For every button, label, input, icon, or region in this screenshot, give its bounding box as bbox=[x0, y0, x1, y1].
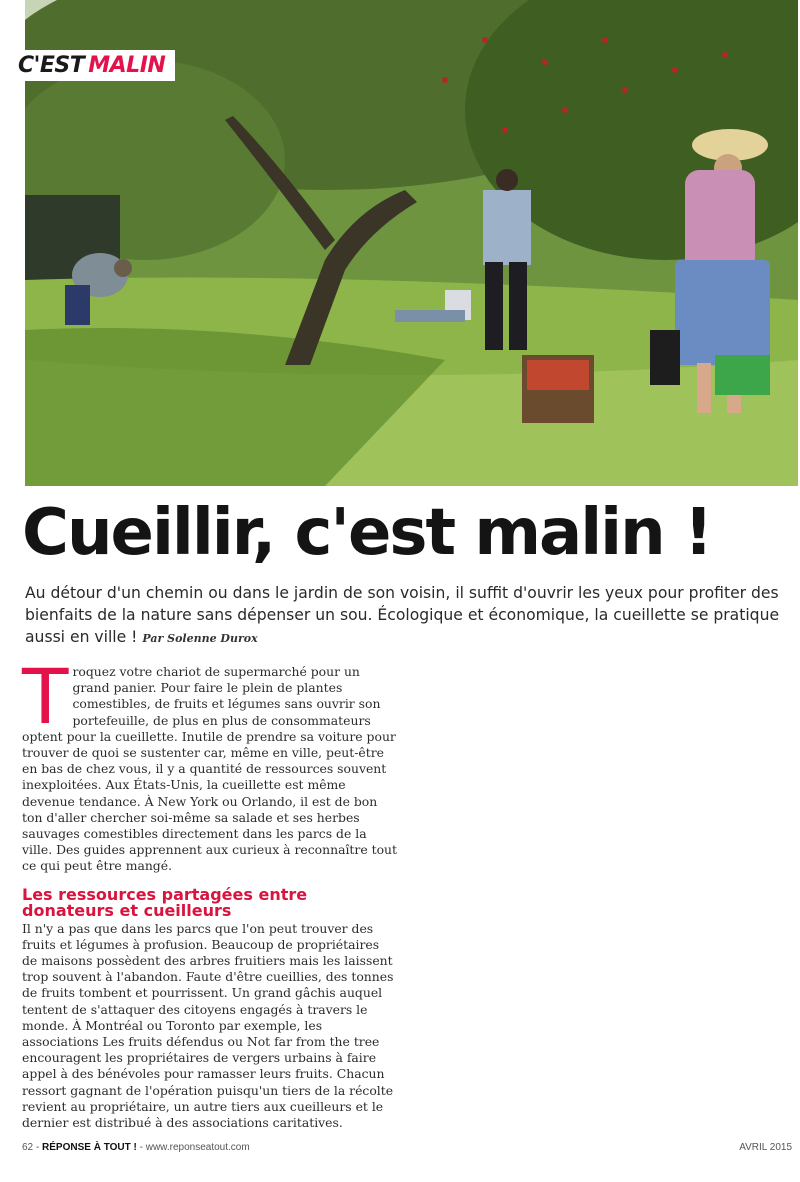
article-body-column bbox=[22, 652, 397, 1131]
lead-text: Au détour d'un chemin ou dans le jardin de son voisin, il suffit d'ouvrir les yeux pour profiter des bienfaits de la nature sans dépenser un sou. Écologique et économique, la cueillette se pratique aussi en ville ! bbox=[25, 584, 780, 646]
paragraph-1-text: roquez votre chariot de supermarché pour un grand panier. Pour faire le plein de plantes comestibles, de fruits et légumes sans ouvrir son portefeuille, de plus en plus de consommateurs optent pour la cueillette. Inutile de prendre sa voiture pour trouver de quoi se sustenter car, même en ville, peut-être en bas de chez vous, il y a quantité de ressources souvent inexploitées. Aux États-Unis, la cueillette est même devenue tendance. À New York ou Orlando, il est de bon ton d'aller chercher soi-même sa salade et ses herbes sauvages comestibles directement dans les parcs de la ville. Des guides apprennent aux curieux à reconnaître tout ce qui peut être mangé. bbox=[22, 664, 397, 874]
drop-cap: T bbox=[22, 652, 69, 741]
website-link[interactable]: www.reponseatout.com bbox=[145, 1142, 250, 1153]
section-rubric bbox=[12, 50, 175, 81]
magazine-name: RÉPONSE À TOUT ! bbox=[42, 1142, 137, 1153]
rubric-word-malin: MALIN bbox=[88, 53, 166, 78]
article-subhead: Les ressources partagées entre donateurs et cueilleurs bbox=[22, 884, 308, 920]
article-headline: Cueillir, c'est malin ! bbox=[22, 496, 712, 570]
issue-date: AVRIL 2015 bbox=[739, 1142, 792, 1153]
byline: Par Solenne Durox bbox=[142, 632, 258, 645]
article-lead bbox=[25, 582, 785, 650]
footer-left: 62 - RÉPONSE À TOUT ! - www.reponseatout.com bbox=[22, 1142, 250, 1153]
body-paragraph-2: Il n'y a pas que dans les parcs que l'on peut trouver des fruits et légumes à profusion. Beaucoup de propriétaires de maisons possèdent des arbres fruitiers mais les laissent trop souvent à l'abandon. Faute d'être cueillies, des tonnes de fruits tombent et pourrissent. Un grand gâchis auquel tentent de s'attaquer des citoyens engagés à travers le monde. À Montréal ou Toronto par exemple, les associations Les fruits défendus ou Not far from the tree encouragent les propriétaires de vergers urbains à faire appel à des bénévoles pour ramasser leurs fruits. Chacun ressort gagnant de l'opération puisqu'un tiers de la récolte revient au propriétaire, un autre tiers aux cueilleurs et le dernier est distribué à des associations caritatives. bbox=[22, 920, 394, 1131]
page-footer bbox=[22, 1142, 792, 1156]
body-paragraph-1 bbox=[22, 652, 397, 875]
rubric-word-cest: C'EST bbox=[18, 53, 85, 78]
page-number: 62 bbox=[22, 1142, 34, 1153]
